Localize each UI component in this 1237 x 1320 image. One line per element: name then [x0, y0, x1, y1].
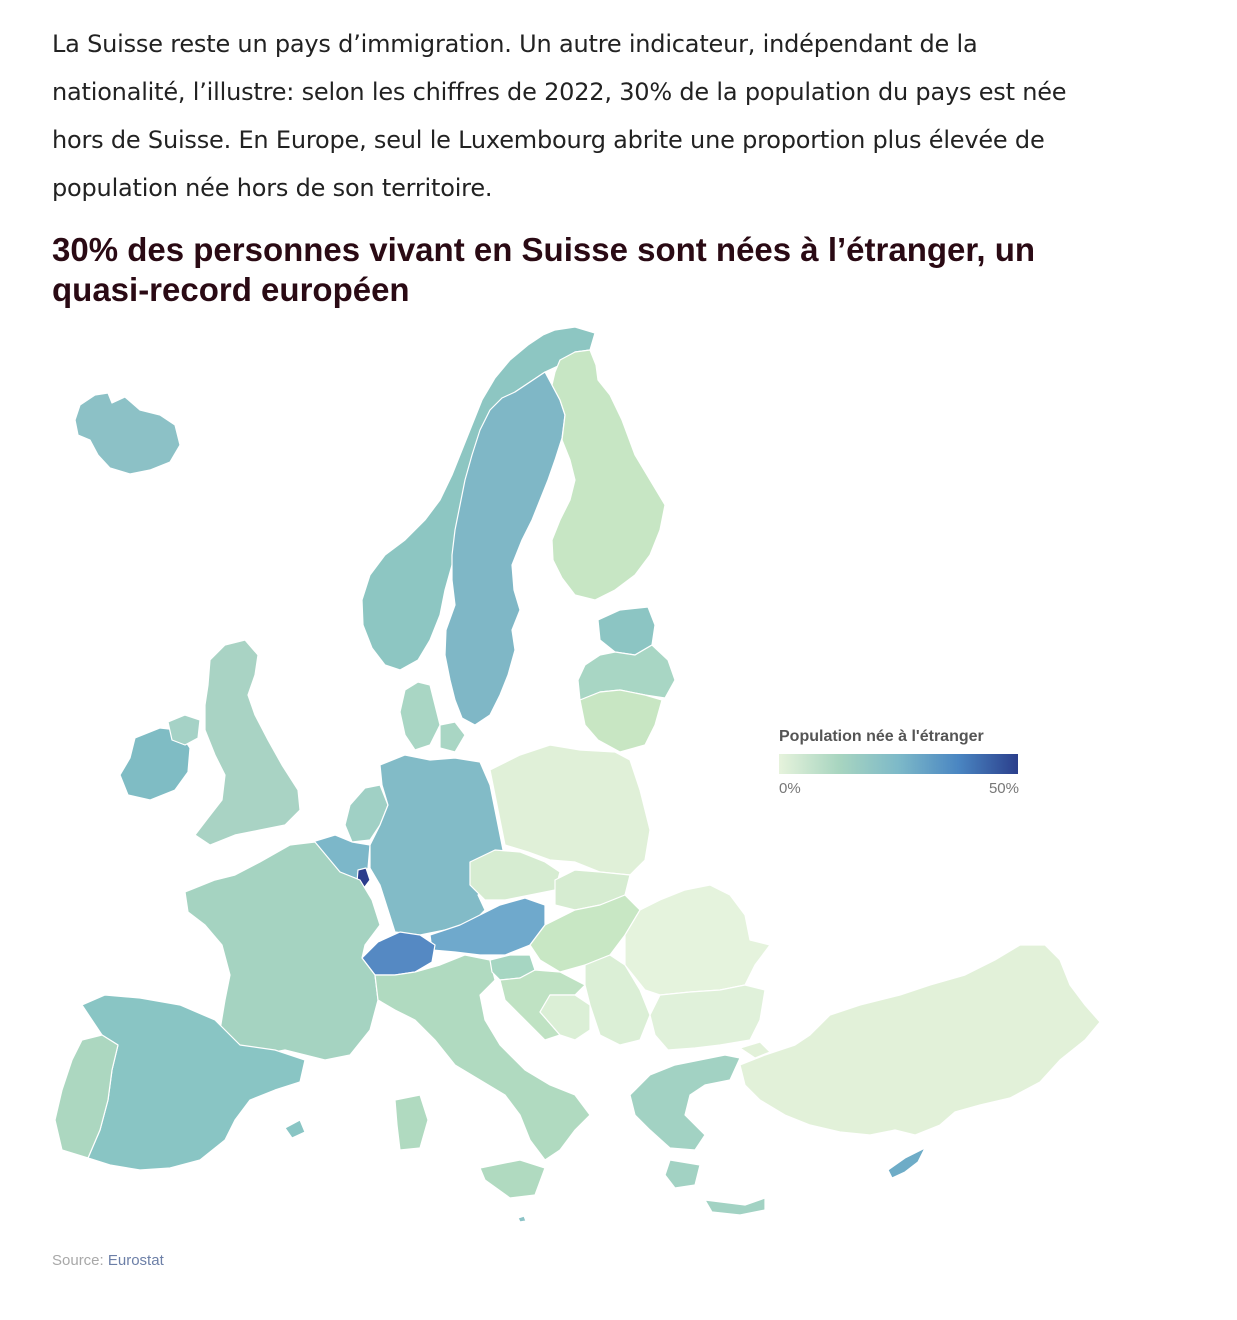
country-turkey[interactable]	[740, 945, 1100, 1135]
country-sweden[interactable]	[445, 372, 565, 725]
legend-max-label: 50%	[988, 780, 1019, 797]
country-iceland[interactable]	[75, 393, 180, 474]
country-romania[interactable]	[625, 885, 770, 995]
country-balearics[interactable]	[285, 1120, 305, 1138]
legend-ticks	[779, 780, 1019, 800]
chart-title: 30% des personnes vivant en Suisse sont nées à l’étranger, un quasi-record européen	[52, 231, 1036, 308]
country-germany[interactable]	[370, 755, 505, 935]
country-finland[interactable]	[552, 350, 665, 600]
country-bulgaria[interactable]	[650, 985, 765, 1050]
country-switzerland[interactable]	[362, 932, 435, 975]
europe-map-svg	[0, 320, 1237, 1230]
country-uk[interactable]	[195, 640, 300, 845]
legend-min-label: 0%	[779, 780, 801, 797]
map-legend	[779, 728, 1019, 800]
country-malta[interactable]	[518, 1216, 526, 1222]
legend-color-scale	[779, 754, 1018, 774]
legend-title: Population née à l'étranger	[779, 728, 984, 745]
source-label: Source:	[52, 1252, 108, 1269]
legend-gradient-bar	[779, 754, 1018, 774]
country-northern-ireland[interactable]	[168, 715, 200, 745]
source-line	[52, 1252, 164, 1269]
country-cyprus[interactable]	[888, 1148, 925, 1178]
source-link[interactable]: Eurostat	[107, 1252, 164, 1269]
intro-paragraph: La Suisse reste un pays d’immigration. Un autre indicateur, indépendant de la nationalité, l’illustre: selon les chiffres de 2022, 30% de la population du pays est née hors de Suisse. En Europe, seul le Luxembourg abrite une proportion plus élevée de population née hors de son territoire.	[52, 30, 1067, 202]
country-lithuania[interactable]	[580, 690, 662, 752]
europe-map	[0, 320, 1237, 1230]
